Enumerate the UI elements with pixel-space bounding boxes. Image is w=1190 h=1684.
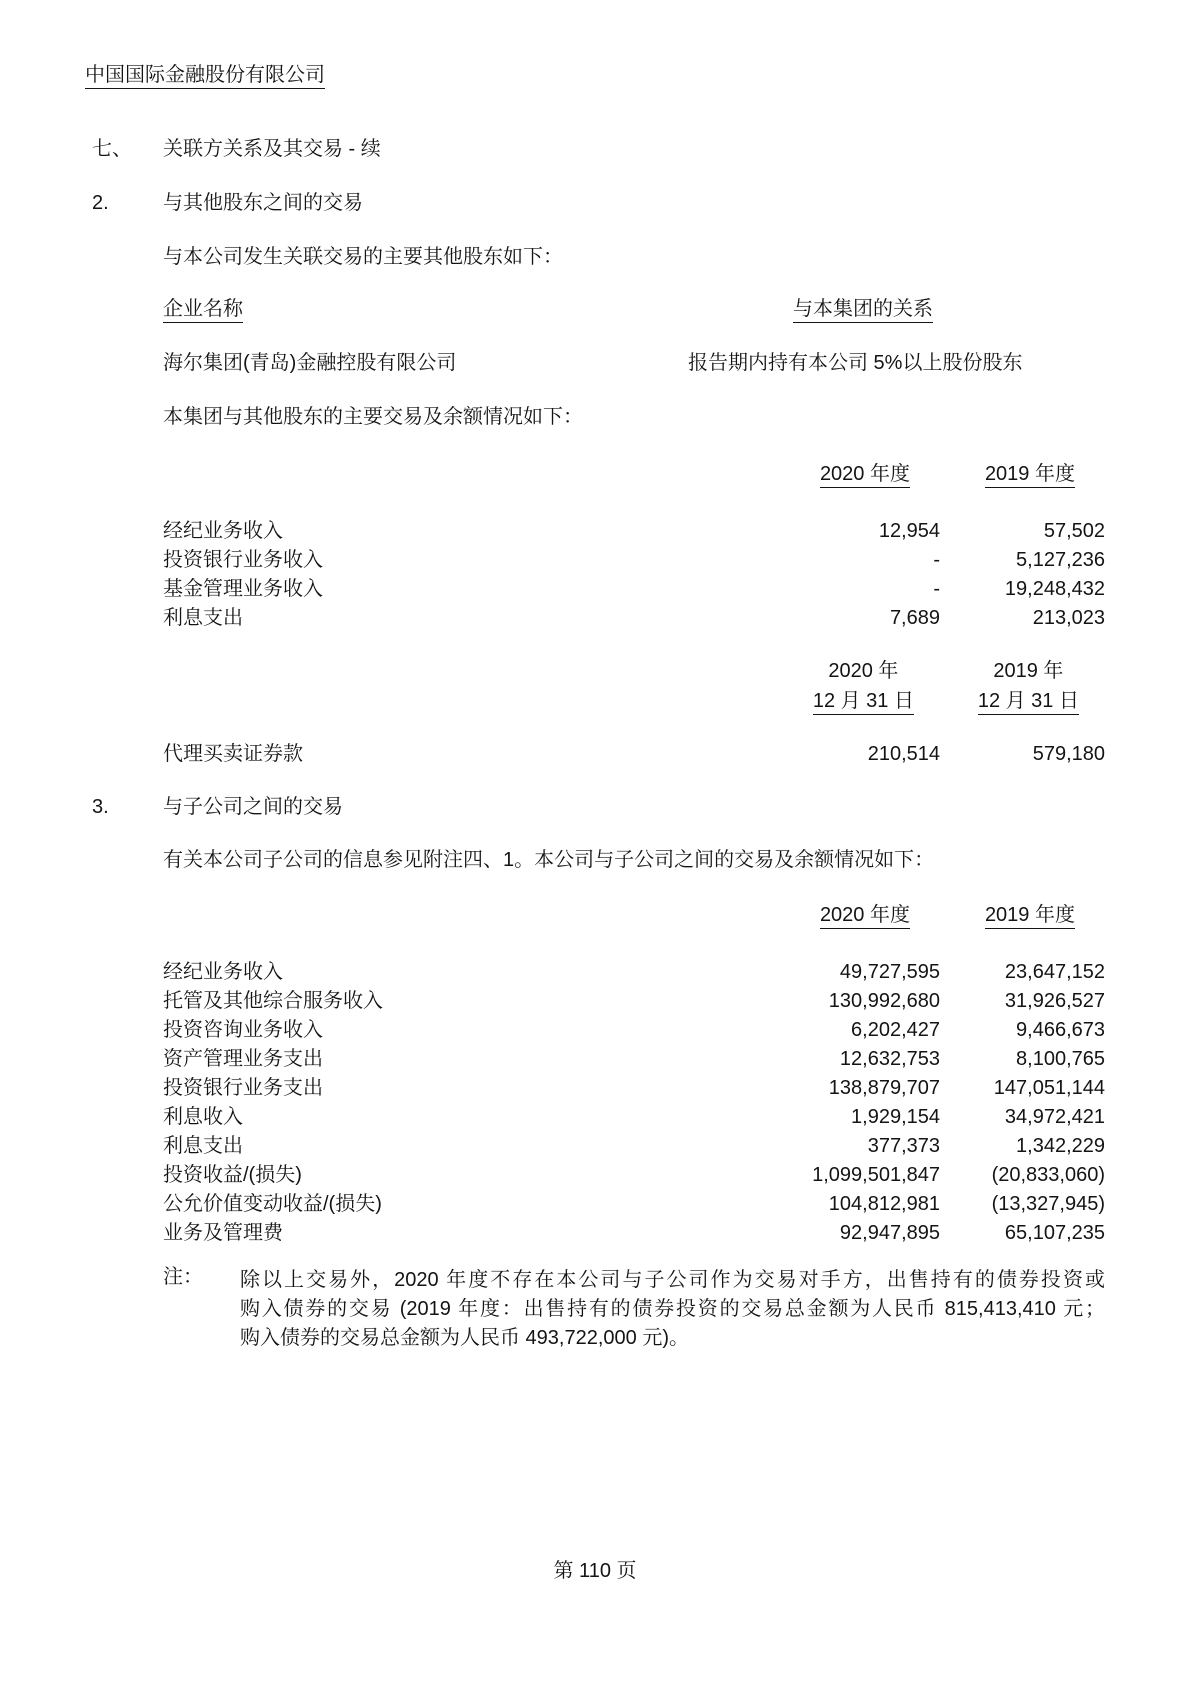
table-row: 投资收益/(损失) 1,099,501,847 (20,833,060) xyxy=(163,1164,1105,1186)
subsection-3-heading xyxy=(85,796,1105,818)
table-row: 经纪业务收入 12,954 57,502 xyxy=(163,520,1105,542)
table-row: 投资咨询业务收入 6,202,427 9,466,673 xyxy=(163,1019,1105,1041)
date-header-2020: 2020 年 12 月 31 日 xyxy=(750,658,940,715)
company-name-text: 中国国际金融股份有限公司 xyxy=(85,64,325,89)
shareholder-name-header: 企业名称 xyxy=(163,298,688,320)
header-2020: 2020 年度 xyxy=(750,463,940,485)
table-row: 托管及其他综合服务收入 130,992,680 31,926,527 xyxy=(163,990,1105,1012)
table-row: 投资银行业务支出 138,879,707 147,051,144 xyxy=(163,1077,1105,1099)
note-text: 除以上交易外，2020 年度不存在本公司与子公司作为交易对手方，出售持有的债券投资或 购入债券的交易 (2019 年度：出售持有的债券投资的交易总金额为人民币 815,413,410 元； 购入债券的交易总金额为人民币 493,722,000 元)。 xyxy=(240,1269,1105,1349)
header-2020: 2020 年度 xyxy=(750,904,940,926)
header-2019: 2019 年度 xyxy=(940,463,1105,485)
sub3-annual-table-header xyxy=(163,904,1105,926)
subsection-2-title: 与其他股东之间的交易 xyxy=(163,192,363,214)
date-header-2019: 2019 年 12 月 31 日 xyxy=(940,658,1105,715)
section-7-title: 关联方关系及其交易 - 续 xyxy=(163,138,381,160)
company-name xyxy=(85,64,325,86)
date-table-header xyxy=(163,658,1105,715)
section-7-heading xyxy=(85,138,1105,160)
sub2-annual-table xyxy=(163,463,1105,633)
shareholder-table-row xyxy=(163,352,1105,374)
section-7-number: 七、 xyxy=(92,138,132,160)
sub2-balance-intro: 本集团与其他股东的主要交易及余额情况如下： xyxy=(163,406,583,428)
shareholder-relation: 报告期内持有本公司 5%以上股份股东 xyxy=(688,352,1023,374)
sub3-intro: 有关本公司子公司的信息参见附注四、1。本公司与子公司之间的交易及余额情况如下： xyxy=(163,849,935,871)
note-block xyxy=(163,1266,1105,1353)
subsection-3-number: 3. xyxy=(92,796,109,818)
table-row: 业务及管理费 92,947,895 65,107,235 xyxy=(163,1222,1105,1244)
table-row: 利息支出 377,373 1,342,229 xyxy=(163,1135,1105,1157)
table-row: 利息支出 7,689 213,023 xyxy=(163,607,1105,629)
subsection-3-title: 与子公司之间的交易 xyxy=(163,796,343,818)
shareholder-name: 海尔集团(青岛)金融控股有限公司 xyxy=(163,352,457,374)
note-label: 注： xyxy=(163,1266,203,1288)
table-row: 投资银行业务收入 - 5,127,236 xyxy=(163,549,1105,571)
sub3-annual-table xyxy=(163,904,1105,1248)
header-2019: 2019 年度 xyxy=(940,904,1105,926)
sub2-annual-table-header xyxy=(163,463,1105,485)
table-row: 代理买卖证券款 210,514 579,180 xyxy=(163,743,1105,765)
table-row: 经纪业务收入 49,727,595 23,647,152 xyxy=(163,961,1105,983)
shareholder-table-header xyxy=(163,298,1105,320)
subsection-2-number: 2. xyxy=(92,192,109,214)
page-number: 第 110 页 xyxy=(553,1560,637,1582)
table-row: 资产管理业务支出 12,632,753 8,100,765 xyxy=(163,1048,1105,1070)
table-row: 利息收入 1,929,154 34,972,421 xyxy=(163,1106,1105,1128)
table-row: 公允价值变动收益/(损失) 104,812,981 (13,327,945) xyxy=(163,1193,1105,1215)
table-row: 基金管理业务收入 - 19,248,432 xyxy=(163,578,1105,600)
shareholder-relation-header: 与本集团的关系 xyxy=(688,298,1105,320)
subsection-2-heading xyxy=(85,192,1105,214)
sub2-intro: 与本公司发生关联交易的主要其他股东如下： xyxy=(163,246,563,268)
date-table-body xyxy=(163,740,1105,769)
